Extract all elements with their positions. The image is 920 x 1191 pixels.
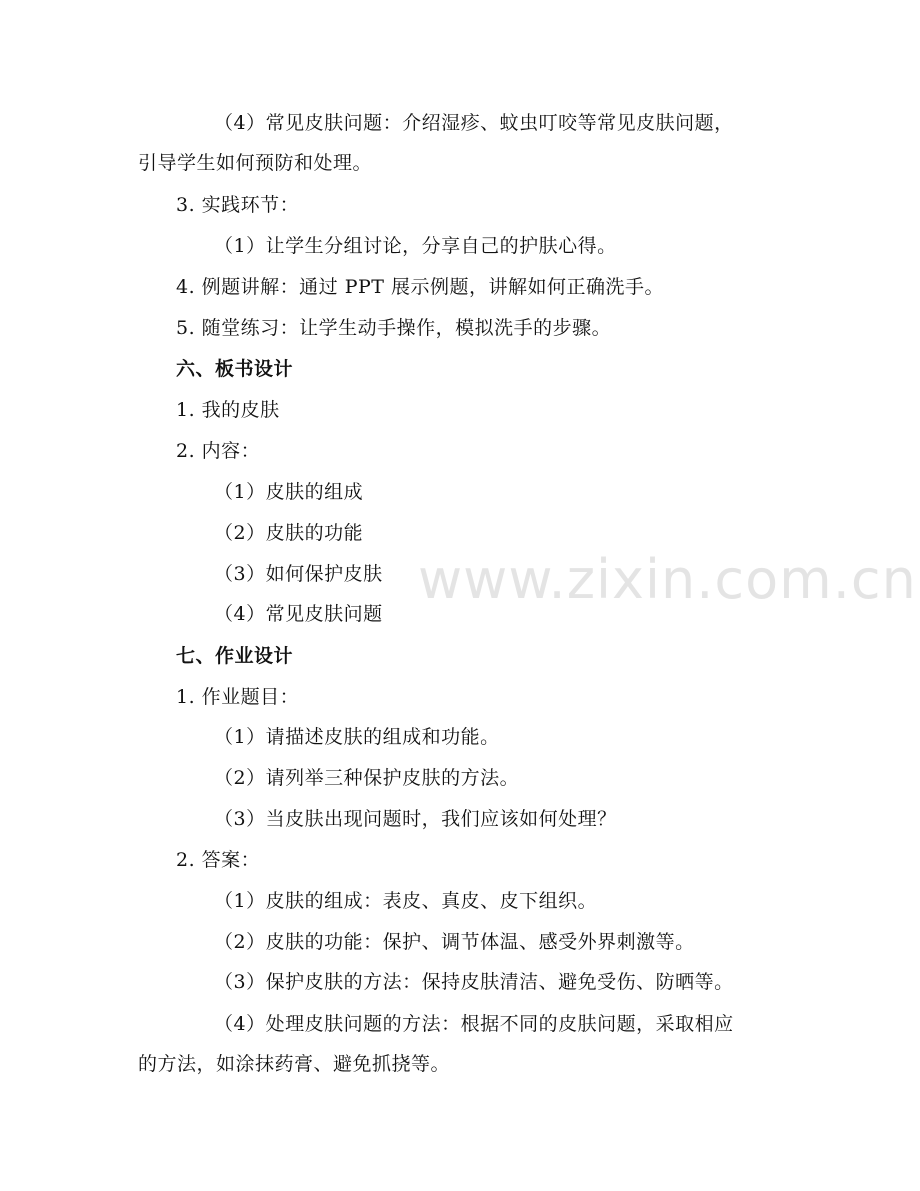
- list-item: （4）常见皮肤问题: [214, 603, 383, 625]
- list-item: （3）当皮肤出现问题时，我们应该如何处理？: [214, 808, 617, 830]
- list-item: （1）皮肤的组成：表皮、真皮、皮下组织。: [214, 890, 598, 912]
- list-item: （3）保护皮肤的方法：保持皮肤清洁、避免受伤、防晒等。: [214, 971, 734, 993]
- list-item: （1）让学生分组讨论，分享自己的护肤心得。: [214, 235, 617, 257]
- list-item: 1. 作业题目：: [176, 686, 300, 708]
- section-heading: 六、板书设计: [176, 358, 294, 380]
- list-item: （1）皮肤的组成: [214, 481, 364, 503]
- paragraph-line: （4）常见皮肤问题：介绍湿疹、蚊虫叮咬等常见皮肤问题，: [214, 112, 734, 134]
- paragraph-line: 引导学生如何预防和处理。: [138, 152, 373, 174]
- list-item: 1. 我的皮肤: [176, 399, 280, 421]
- watermark: www.zixin.com.cn: [418, 548, 917, 611]
- list-item: 2. 答案：: [176, 849, 261, 871]
- list-item: （2）皮肤的功能: [214, 522, 364, 544]
- paragraph-line: 的方法，如涂抹药膏、避免抓挠等。: [138, 1053, 451, 1075]
- list-item: （3）如何保护皮肤: [214, 563, 383, 585]
- list-item: 5. 随堂练习：让学生动手操作，模拟洗手的步骤。: [176, 317, 612, 339]
- list-item: （2）皮肤的功能：保护、调节体温、感受外界刺激等。: [214, 931, 695, 953]
- list-item: （1）请描述皮肤的组成和功能。: [214, 726, 500, 748]
- list-item: （2）请列举三种保护皮肤的方法。: [214, 767, 520, 789]
- list-item: 4. 例题讲解：通过 PPT 展示例题，讲解如何正确洗手。: [176, 276, 664, 298]
- list-item: 2. 内容：: [176, 440, 261, 462]
- list-item: 3. 实践环节：: [176, 194, 300, 216]
- section-heading: 七、作业设计: [176, 645, 294, 667]
- list-item: （4）处理皮肤问题的方法：根据不同的皮肤问题，采取相应: [214, 1013, 734, 1035]
